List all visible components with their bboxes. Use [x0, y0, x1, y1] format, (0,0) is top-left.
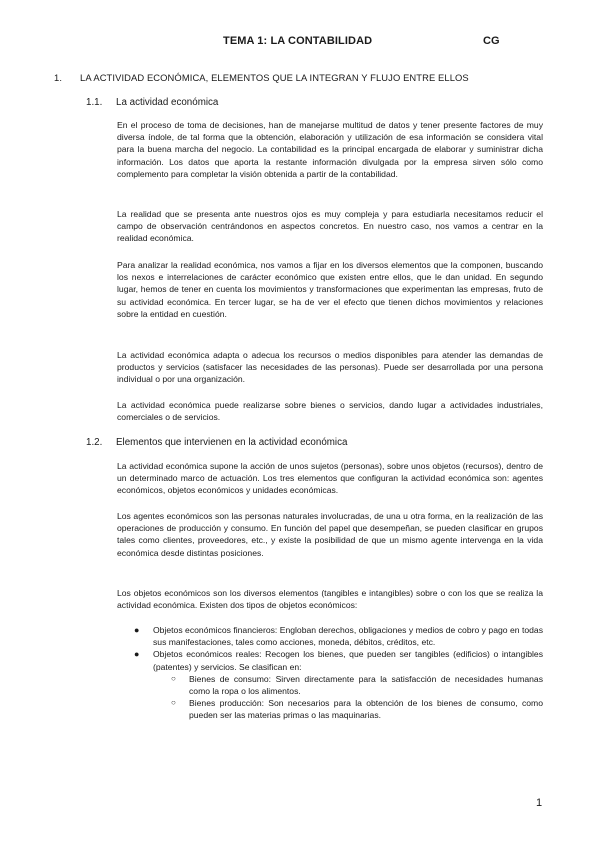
paragraph-2: La realidad que se presenta ante nuestros ojos es muy compleja y para estudiarla necesitamos reducir el campo de observación centrándonos en aspectos concretos. En nuestro caso, nos vamos a centrar en la realidad económica.: [117, 209, 543, 244]
bullet-text: Objetos económicos financieros: Engloban derechos, obligaciones y medios de cobro y pago en todas sus manifestaciones, tales como acciones, moneda, débitos, créditos, etc.: [153, 625, 543, 648]
header-title: TEMA 1: LA CONTABILIDAD: [223, 35, 373, 47]
page-number: 1: [536, 797, 543, 809]
paragraph-4: La actividad económica adapta o adecua los recursos o medios disponibles para atender las demandas de productos y servicios (satisfacer las necesidades de las personas). Puede ser desarrollada por una persona individual o por una organización.: [117, 350, 543, 385]
paragraph-6: La actividad económica supone la acción de unos sujetos (personas), sobre unos objetos (recursos), dentro de un determinado marco de actuación. Los tres elementos que configuran la actividad económica son: agentes económicos, objetos económicos y unidades económicas.: [117, 461, 543, 496]
subsection-1-1-title: La actividad económica: [116, 97, 219, 108]
subsection-1-1-number: 1.1.: [86, 97, 103, 108]
paragraph-5: La actividad económica puede realizarse sobre bienes o servicios, dando lugar a actividades industriales, comerciales o de servicios.: [117, 400, 543, 423]
subsection-1-2-number: 1.2.: [86, 437, 103, 448]
paragraph-7: Los agentes económicos son las personas naturales involucradas, de una u otra forma, en la realización de las operaciones de producción y consumo. En función del papel que desempeñan, se pueden clasificar en grupos tales como clientes, proveedores, etc., y existe la posibilidad de que un mismo agente intervenga en la vida económica desde distintas posiciones.: [117, 511, 543, 558]
bullet-text: Objetos económicos reales: Recogen los bienes, que pueden ser tangibles (edificios) o intangibles (patentes) y servicios. Se clasifican en:: [153, 649, 543, 672]
goods-sub-list: [153, 673, 543, 722]
circle-bullet-icon: ○: [171, 673, 176, 683]
objects-bullet-list: [117, 624, 543, 722]
section-1-number: 1.: [54, 72, 63, 83]
paragraph-8: Los objetos económicos son los diversos elementos (tangibles e intangibles) sobre o con los que se realiza la actividad económica. Existen dos tipos de objetos económicos:: [117, 588, 543, 611]
bullet-icon: ●: [134, 625, 140, 635]
paragraph-3: Para analizar la realidad económica, nos vamos a fijar en los diversos elementos que la componen, buscando los nexos e interrelaciones de carácter económico que existen entre ellos, que le dan unidad. En segundo lugar, hemos de tener en cuenta los movimientos y transformaciones que experimentan las empresas, fruto de su actividad económica. En tercer lugar, se ha de ver el efecto que tienen dichos movimientos y relaciones sobre la entidad en cuestión.: [117, 260, 543, 319]
subsection-1-2-title: Elementos que intervienen en la actividad económica: [116, 437, 348, 448]
paragraph-1: En el proceso de toma de decisiones, han de manejarse multitud de datos y tener presente factores de muy diversa índole, de tal forma que la obtención, elaboración y utilización de esa información se considera vital para la buena marcha del negocio. La contabilidad es la principal encargada de elaborar y suministrar dicha información. Los datos que aporta la restante información divulgada por la empresa sirven sólo como complemento para completar la visión obtenida a partir de la contabilidad.: [117, 120, 543, 179]
section-1-title: LA ACTIVIDAD ECONÓMICA, ELEMENTOS QUE LA INTEGRAN Y FLUJO ENTRE ELLOS: [80, 72, 469, 83]
subbullet-text: Bienes producción: Son necesarios para la obtención de los bienes de consumo, como pueden ser las materias primas o las maquinarias.: [189, 698, 543, 721]
header-code: CG: [483, 35, 500, 47]
bullet-icon: ●: [134, 649, 140, 660]
list-item: [117, 648, 543, 721]
subsection-1-2-heading: [86, 437, 347, 448]
subbullet-text: Bienes de consumo: Sirven directamente para la satisfacción de necesidades humanas como la ropa o los alimentos.: [189, 673, 543, 697]
list-item: [153, 673, 543, 697]
subsection-1-1-heading: [86, 97, 218, 108]
list-item: [153, 697, 543, 721]
list-item: [117, 624, 543, 648]
circle-bullet-icon: ○: [171, 698, 176, 708]
section-1-heading: [54, 72, 560, 83]
